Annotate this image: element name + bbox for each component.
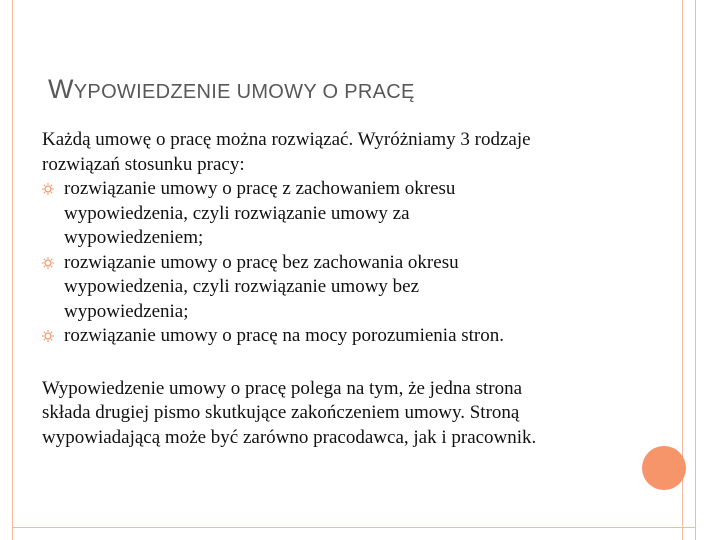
slide-title: [48, 74, 415, 105]
bullet-line: wypowiedzenia, czyli rozwiązanie umowy za: [64, 202, 410, 224]
outro-line: wypowiadającą może być zarówno pracodawca, jak i pracownik.: [42, 426, 537, 448]
slide-frame-bottom: [12, 527, 696, 528]
bullet-item: [42, 324, 642, 349]
title-first-letter: W: [48, 74, 74, 104]
outro-paragraph: [42, 377, 642, 451]
outro-line: składa drugiej pismo skutkujące zakończeniem umowy. Stroną: [42, 402, 520, 423]
bullet-line: rozwiązanie umowy o pracę bez zachowania okresu: [64, 251, 459, 273]
bullet-line: wypowiedzenia, czyli rozwiązanie umowy bez: [64, 276, 420, 297]
orange-circle-decoration: [642, 446, 686, 490]
slide-body: [42, 128, 642, 450]
sun-bullet-icon: [42, 183, 54, 195]
bullet-list: [42, 177, 642, 349]
title-rest: YPOWIEDZENIE UMOWY O PRACĘ: [73, 81, 415, 103]
bullet-item: [42, 251, 642, 325]
bullet-item: [42, 177, 642, 251]
sun-bullet-icon: [42, 330, 54, 342]
bullet-line: rozwiązanie umowy o pracę na mocy porozumienia stron.: [64, 325, 505, 346]
slide-frame-left: [12, 0, 13, 540]
outro-line: Wypowiedzenie umowy o pracę polega na tym, że jedna strona: [42, 377, 523, 399]
bullet-line: rozwiązanie umowy o pracę z zachowaniem okresu: [64, 178, 456, 199]
bullet-line: wypowiedzenia;: [64, 300, 189, 322]
sun-bullet-icon: [42, 257, 54, 269]
intro-line: rozwiązań stosunku pracy:: [42, 153, 245, 175]
bullet-line: wypowiedzeniem;: [64, 227, 204, 248]
intro-paragraph: [42, 128, 642, 177]
intro-line: Każdą umowę o pracę można rozwiązać. Wyróżniamy 3 rodzaje: [42, 129, 531, 150]
